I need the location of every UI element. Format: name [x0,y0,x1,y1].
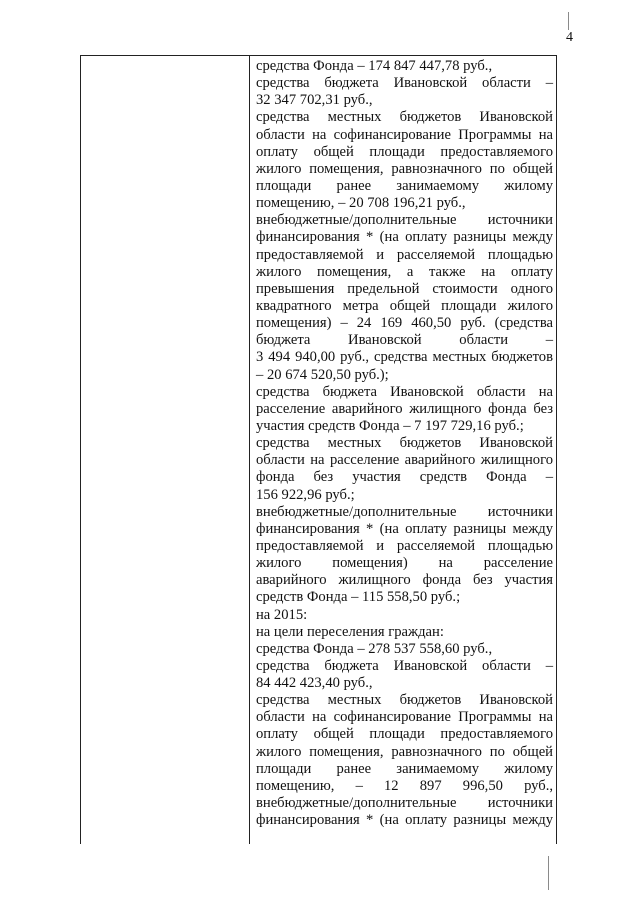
scan-mark-bottom [548,856,549,890]
text-line: оплату общей площади предоставляемого [256,143,553,160]
text-line: на 2015: [256,606,308,623]
text-line: помещению, – 12 897 996,50 руб., [256,777,553,794]
text-line: предоставляемой и расселяемой площадью [256,537,553,554]
text-line: средства бюджета Ивановской области на [256,383,553,400]
text-line: средства местных бюджетов Ивановской [256,692,553,709]
document-table [80,55,557,844]
text-line: области на софинансирование Программы на [256,126,553,143]
text-line: расселение аварийного жилищного фонда без [256,400,553,417]
text-line: внебюджетные/дополнительные источники [256,503,553,520]
table-column-divider [249,56,250,844]
text-line: превышения предельной стоимости одного [256,280,553,297]
text-line: средства бюджета Ивановской области – [256,657,553,674]
text-line: внебюджетные/дополнительные источники [256,212,553,229]
text-line: площади ранее занимаемому жилому [256,177,553,194]
text-line: на цели переселения граждан: [256,623,444,640]
text-line: 84 442 423,40 руб., [256,675,373,692]
text-line: жилого помещения, равнозначного по общей [256,160,553,177]
text-line: области на расселение аварийного жилищного [256,452,553,469]
text-line: жилого помещения, а также на оплату [256,263,553,280]
text-line: 3 494 940,00 руб., средства местных бюджетов [256,349,553,366]
text-line: финансирования * (на оплату разницы между [256,812,553,829]
text-line: помещения) – 24 169 460,50 руб. (средства [256,315,553,332]
text-line: средства местных бюджетов Ивановской [256,109,553,126]
text-line: средства бюджета Ивановской области – [256,75,553,92]
text-line: квадратного метра общей площади жилого [256,297,553,314]
text-line: средства Фонда – 174 847 447,78 руб., [256,58,493,74]
text-line: площади ранее занимаемому жилому [256,760,553,777]
text-line: внебюджетные/дополнительные источники [256,795,553,812]
text-line: бюджета Ивановской области – [256,332,553,349]
page-number: 4 [566,30,573,45]
text-line: предоставляемой и расселяемой площадью [256,246,553,263]
text-line: средства Фонда – 278 537 558,60 руб., [256,640,493,657]
text-line: финансирования * (на оплату разницы между [256,520,553,537]
scan-mark-top [568,12,569,30]
text-line: средств Фонда – 115 558,50 руб.; [256,589,461,606]
text-line: оплату общей площади предоставляемого [256,726,553,743]
text-line: аварийного жилищного фонда без участия [256,572,553,589]
text-line: жилого помещения) на расселение [256,555,553,572]
text-line: 32 347 702,31 руб., [256,92,373,109]
text-line: фонда без участия средств Фонда – [256,469,553,486]
text-line: – 20 674 520,50 руб.); [256,366,389,383]
table-text-cell [256,58,553,829]
text-line: помещению, – 20 708 196,21 руб., [256,195,466,212]
text-line: 156 922,96 руб.; [256,486,355,503]
text-line: участия средств Фонда – 7 197 729,16 руб.; [256,417,524,434]
text-line: жилого помещения, равнозначного по общей [256,743,553,760]
text-line: средства местных бюджетов Ивановской [256,435,553,452]
text-line: области на софинансирование Программы на [256,709,553,726]
text-line: финансирования * (на оплату разницы между [256,229,553,246]
